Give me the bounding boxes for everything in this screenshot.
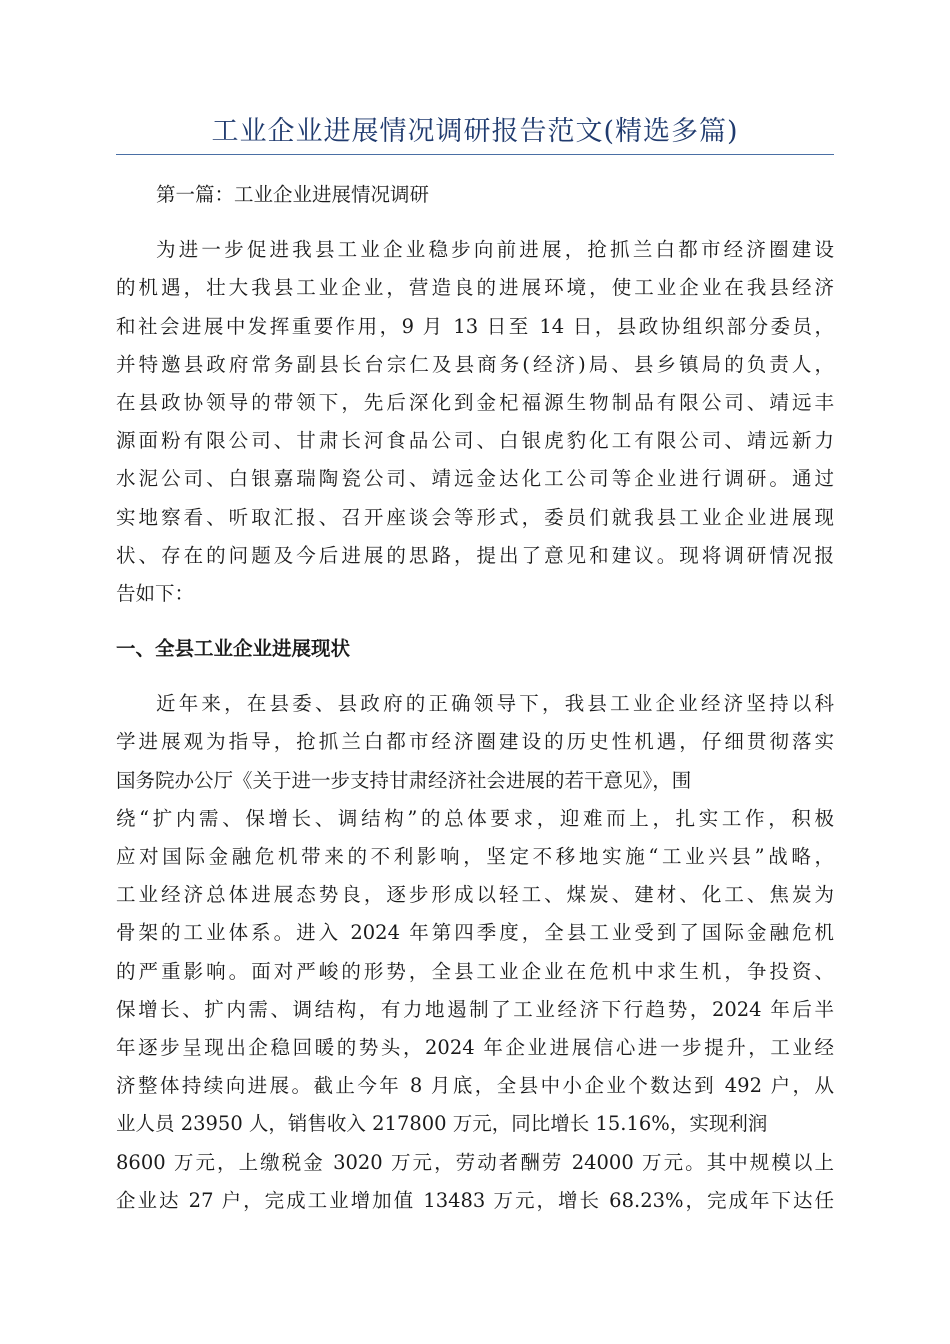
paragraph-line: 骨架的工业体系。进入 2024 年第四季度，全县工业受到了国际金融危机	[116, 921, 834, 945]
paragraph-line: 在县政协领导的带领下，先后深化到金杞福源生物制品有限公司、靖远丰	[116, 390, 834, 414]
paragraph-line: 的严重影响。面对严峻的形势，全县工业企业在危机中求生机，争投资、	[116, 959, 834, 983]
spacer	[116, 668, 834, 685]
paragraph-line: 状、存在的问题及今后进展的思路，提出了意见和建议。现将调研情况报	[116, 543, 834, 567]
paragraph-line: 工业经济总体进展态势良，逐步形成以轻工、煤炭、建材、化工、焦炭为	[116, 883, 834, 907]
paragraph-1	[116, 231, 834, 613]
paragraph-2	[116, 685, 834, 1220]
paragraph-line: 水泥公司、白银嘉瑞陶瓷公司、靖远金达化工公司等企业进行调研。通过	[116, 467, 834, 491]
document-title: 工业企业进展情况调研报告范文(精选多篇)	[211, 116, 739, 147]
paragraph-line: 应对国际金融危机带来的不利影响，坚定不移地实施“工业兴县”战略，	[116, 845, 834, 868]
paragraph-line: 近年来，在县委、县政府的正确领导下，我县工业企业经济坚持以科	[156, 692, 834, 716]
paragraph-line: 告如下：	[116, 581, 195, 605]
paragraph-line: 企业达 27 户，完成工业增加值 13483 万元，增长 68.23%，完成年下达任	[116, 1188, 834, 1212]
spacer	[116, 214, 834, 231]
section-label: 第一篇：工业企业进展情况调研	[156, 183, 430, 206]
section-heading: 一、全县工业企业进展现状	[116, 637, 351, 661]
title-underline	[116, 154, 834, 155]
paragraph-line: 为进一步促进我县工业企业稳步向前进展，抢抓兰白都市经济圈建设	[156, 238, 834, 262]
paragraph-line: 学进展观为指导，抢抓兰白都市经济圈建设的历史性机遇，仔细贯彻落实	[116, 730, 834, 754]
paragraph-line: 8600 万元，上缴税金 3020 万元，劳动者酬劳 24000 万元。其中规模以上	[116, 1150, 834, 1174]
document-body	[116, 176, 834, 1220]
paragraph-line: 的机遇，壮大我县工业企业，营造良的进展环境，使工业企业在我县经济	[116, 276, 834, 300]
spacer	[116, 613, 834, 630]
paragraph-line: 绕“扩内需、保增长、调结构”的总体要求，迎难而上，扎实工作，积极	[116, 806, 834, 830]
paragraph-line: 源面粉有限公司、甘肃长河食品公司、白银虎豹化工有限公司、靖远新力	[116, 429, 834, 453]
paragraph-line: 济整体持续向进展。截止今年 8 月底，全县中小企业个数达到 492 户，从	[116, 1074, 834, 1098]
paragraph-line: 业人员 23950 人，销售收入 217800 万元，同比增长 15.16%，实现利润	[116, 1112, 768, 1136]
paragraph-line: 和社会进展中发挥重要作用，9 月 13 日至 14 日，县政协组织部分委员，	[116, 314, 834, 338]
paragraph-line: 保增长、扩内需、调结构，有力地遏制了工业经济下行趋势，2024 年后半	[116, 997, 834, 1021]
paragraph-line: 实地察看、听取汇报、召开座谈会等形式，委员们就我县工业企业进展现	[116, 505, 834, 529]
paragraph-line: 年逐步呈现出企稳回暖的势头，2024 年企业进展信心进一步提升，工业经	[116, 1035, 834, 1059]
paragraph-line: 并特邀县政府常务副县长台宗仁及县商务(经济)局、县乡镇局的负责人，	[116, 352, 834, 376]
paragraph-line: 国务院办公厅《关于进一步支持甘肃经济社会进展的若干意见》，围	[116, 768, 692, 792]
